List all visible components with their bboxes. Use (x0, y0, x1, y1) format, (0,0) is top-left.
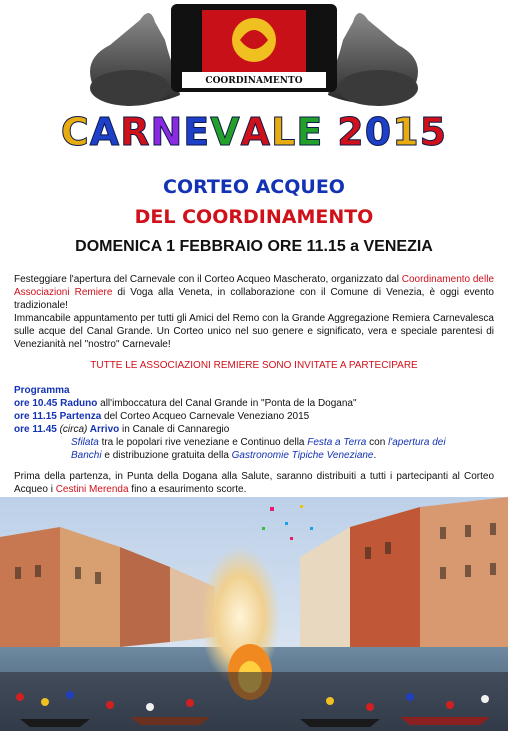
subtitle-coordinamento: DEL COORDINAMENTO (134, 206, 374, 228)
title-letter: 2 (337, 110, 365, 154)
program-heading: Programma (14, 385, 70, 396)
title-letter: C (60, 110, 90, 154)
program-row: Sfilata tra le popolari rive veneziane e Continuo della Festa a Terra con l'apertura dei (71, 437, 446, 448)
title-letter: 0 (364, 110, 393, 154)
title-letter: A (240, 110, 272, 154)
program-row: Banchi e distribuzione gratuita della Gastronomie Tipiche Veneziane. (71, 450, 377, 461)
program-list (14, 384, 494, 462)
carnevale-title (0, 110, 508, 154)
intro-paragraph: Festeggiare l'apertura del Carnevale con il Corteo Acqueo Mascherato, organizzato dal Coordinamento delle Associazioni Remiere di Voga alla Veneta, in collaborazione con il Comune di Venezia, è oggi evento tradizionale! Immancabile appuntamento per tutti gli Amici del Remo con la Grande Aggregazione Remiera Carnevalesca sulle acque del Canal Grande. Un Corteo unico nel suo genere e significato, vera e speciale parentesi di Venezianità nel "nostro" Carnevale! (14, 274, 495, 350)
title-letter: L (271, 110, 297, 154)
title-letter (323, 110, 337, 154)
logo-label: COORDINAMENTO (205, 76, 303, 86)
coordinamento-highlight: Coordinamento delle Associazioni Remiere (14, 274, 495, 298)
invite-banner: TUTTE LE ASSOCIAZIONI REMIERE SONO INVITATE A PARTECIPARE (90, 360, 418, 371)
cestini-highlight: Cestini Merenda (55, 484, 129, 495)
title-letter: V (210, 110, 241, 154)
closing-paragraph: Prima della partenza, in Punta della Dogana alla Salute, saranno distribuiti a tutti i partecipanti al Corteo Acqueo i Cestini Merenda fino a esaurimento scorte. (14, 471, 494, 495)
title-letter: E (183, 110, 211, 154)
title-letter: A (89, 110, 121, 154)
title-letter: 1 (392, 110, 420, 154)
program-row: ore 10.45 Raduno all'imboccatura del Canal Grande in "Ponta de la Dogana" (14, 398, 357, 409)
title-letter: N (150, 110, 184, 154)
title-letter: 5 (419, 110, 448, 154)
title-letter: E (296, 110, 324, 154)
program-row: ore 11.15 Partenza del Corteo Acqueo Carnevale Veneziano 2015 (14, 411, 310, 422)
program-row: ore 11.45 (circa) Arrivo in Canale di Cannaregio (14, 424, 230, 435)
coordinamento-logo (0, 0, 508, 115)
title-letter: R (120, 110, 151, 154)
subtitle-corteo: CORTEO ACQUEO (163, 176, 345, 198)
event-date: DOMENICA 1 FEBBRAIO ORE 11.15 a VENEZIA (75, 238, 433, 255)
carnival-canal-photo (0, 497, 508, 731)
